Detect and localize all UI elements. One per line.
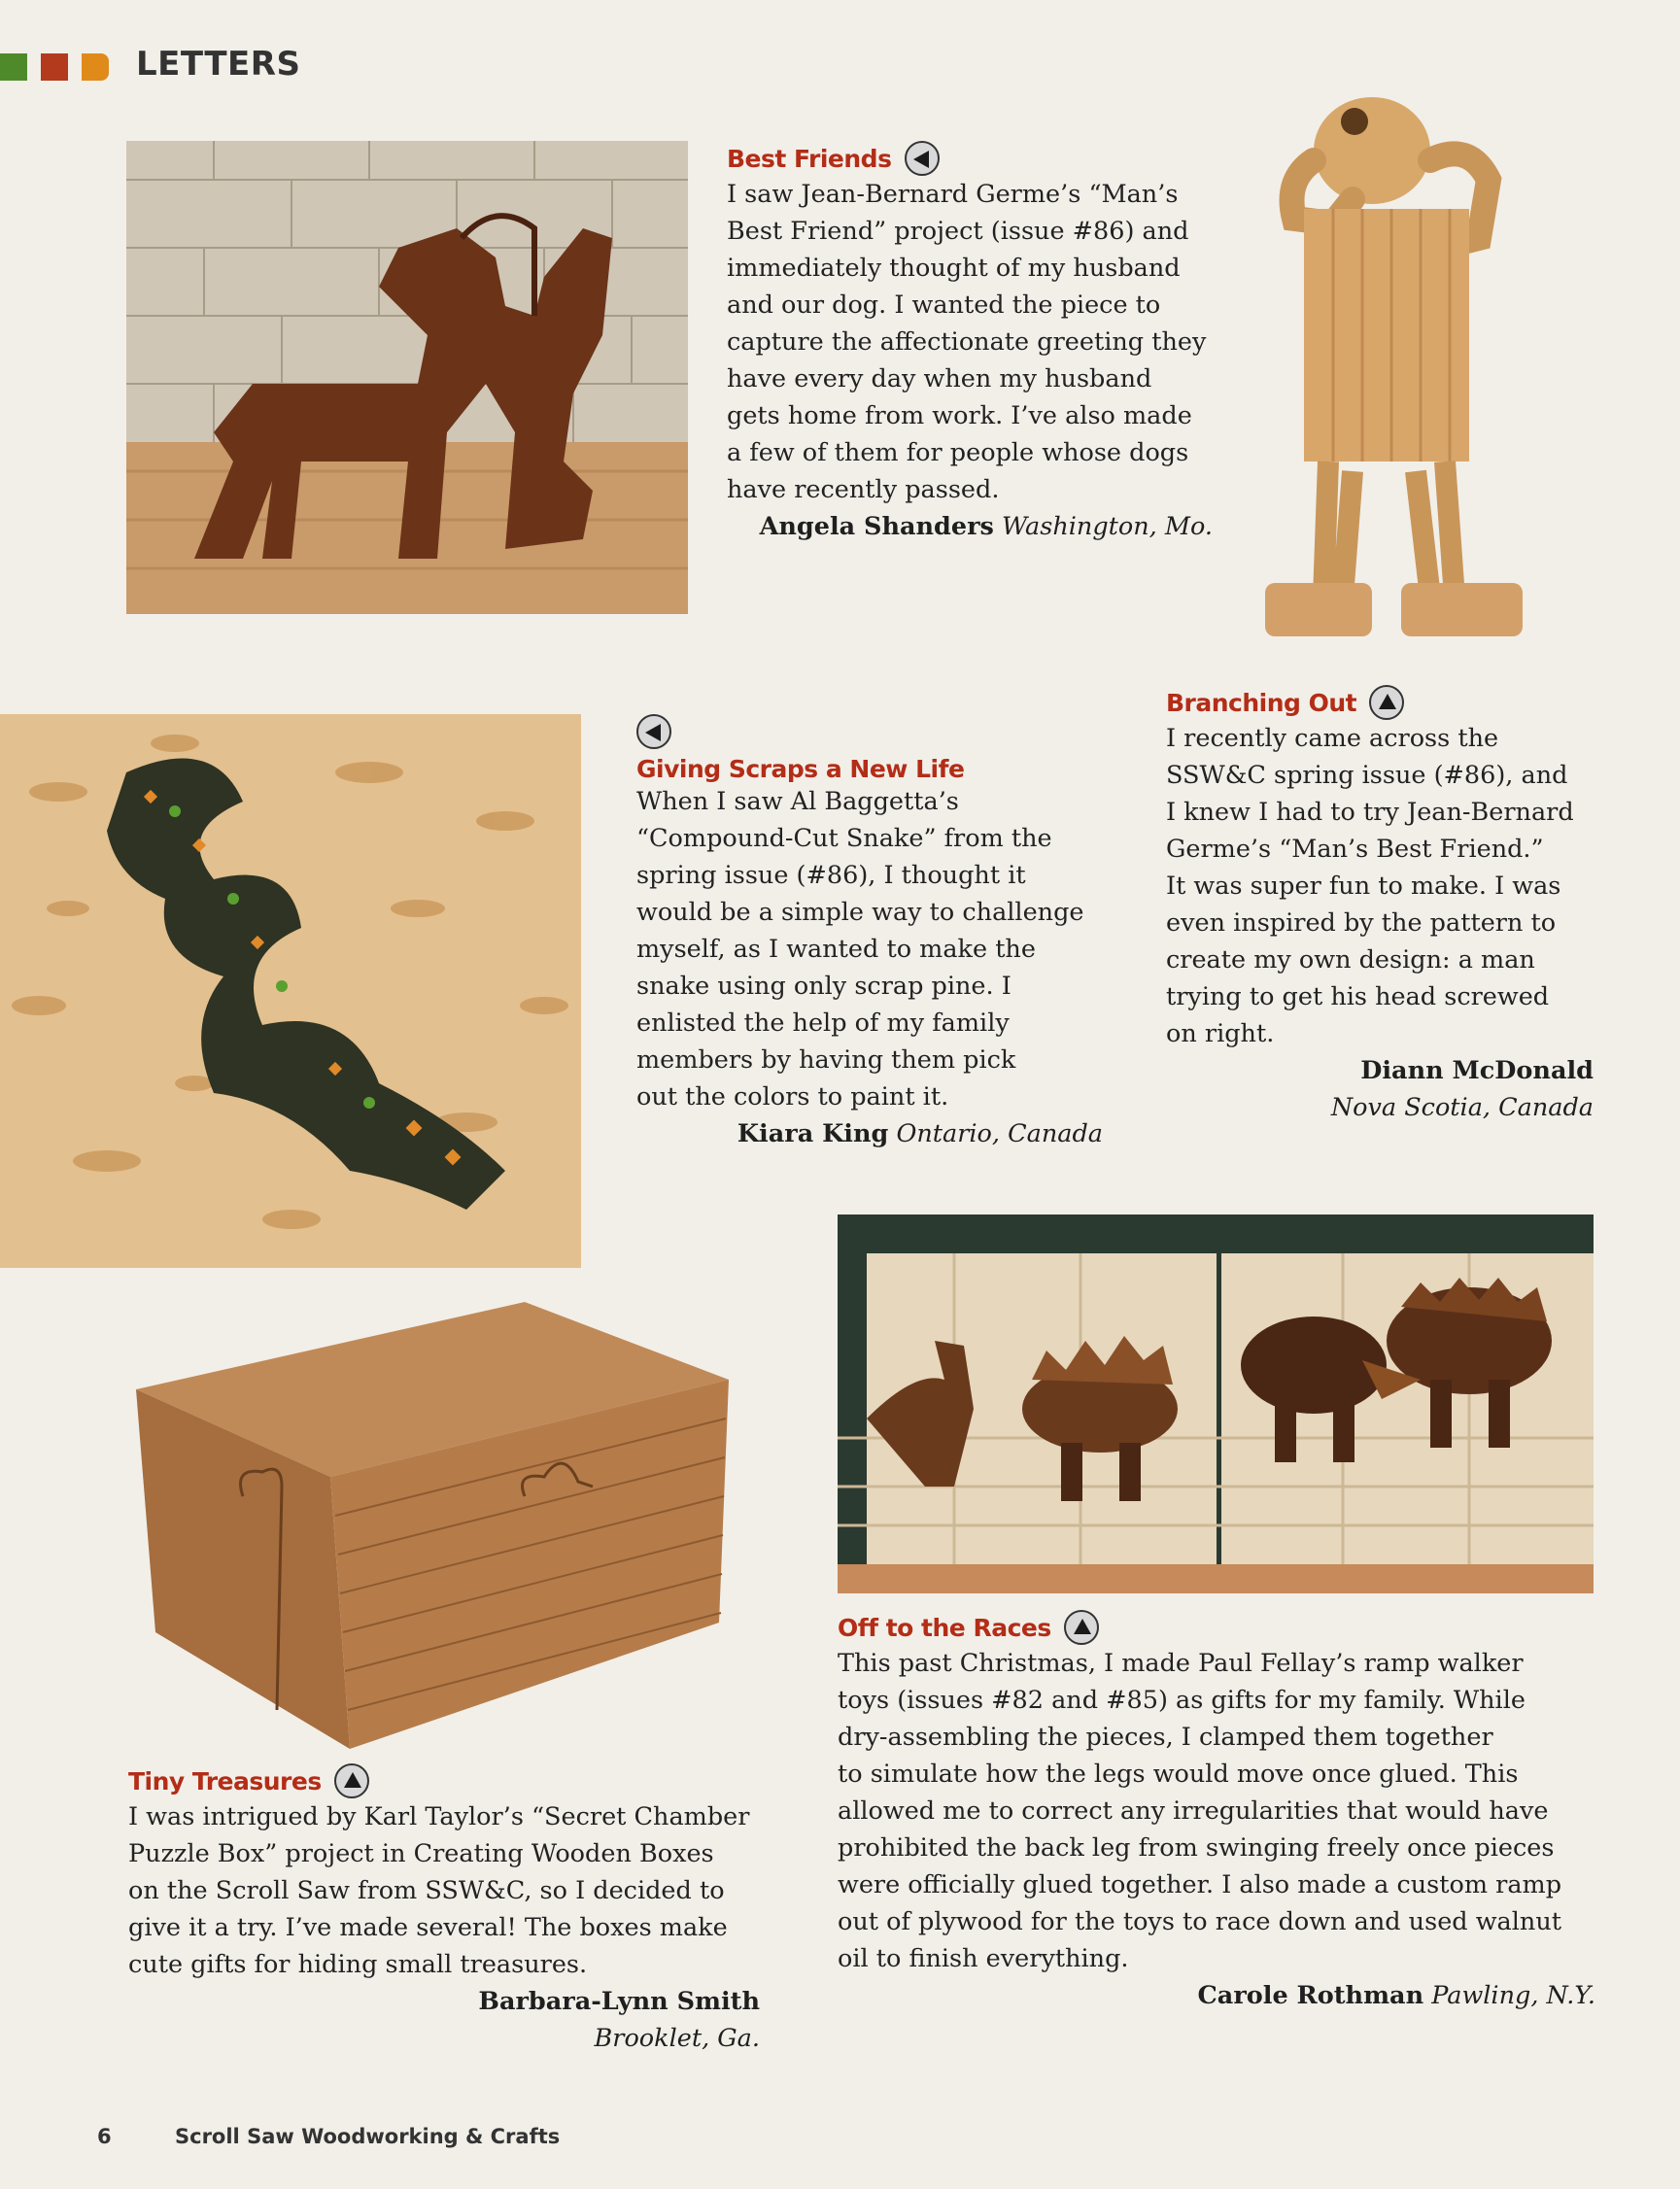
pointer-up-icon [334,1763,369,1798]
letter-signature [838,1977,1595,2014]
letter-title: Branching Out [1166,688,1357,717]
letter-best-friends [727,141,1232,545]
orange-square [82,53,109,81]
green-square [0,53,27,81]
letter-signature [636,1115,1103,1152]
author-location: Pawling, N.Y. [1431,1981,1595,2010]
photo-ramp-walker-toys [838,1214,1594,1593]
pointer-up-icon [1064,1610,1099,1645]
author-location: Nova Scotia, Canada [1330,1093,1594,1122]
letter-title: Best Friends [727,144,892,173]
letter-body: I recently came across the SSW&C spring issue (#86), and I knew I had to try Jean-Bernard Germe’s “Man’s Best Friend.” It was super fun to make. I was even inspired by the pattern to create my own design: a man trying to get his head screwed on right. [1166,724,1574,1048]
letter-title: Off to the Races [838,1613,1051,1642]
photo-compound-cut-snake [0,714,581,1268]
letter-body: I was intrigued by Karl Taylor’s “Secret Chamber Puzzle Box” project in Creating Wooden Boxes on the Scroll Saw from SSW&C, so I decided to give it a try. I’ve made several! The boxes make cute gifts for hiding small treasures. [128,1802,750,1979]
pointer-left-icon [636,714,671,749]
author-location: Washington, Mo. [1002,512,1213,541]
letter-signature [727,508,1213,545]
author-name: Barbara-Lynn Smith [478,1987,760,2016]
author-name: Diann McDonald [1360,1056,1594,1085]
photo-puzzle-box [136,1302,729,1749]
page-number: 6 [97,2125,112,2148]
letter-signature [1166,1052,1594,1126]
pointer-left-icon [905,141,940,176]
magazine-name: Scroll Saw Woodworking & Crafts [175,2125,561,2148]
letter-title: Giving Scraps a New Life [636,755,965,783]
letter-tiny-treasures [128,1763,760,2057]
letter-signature [128,1983,760,2057]
author-name: Kiara King [737,1119,889,1148]
letter-branching-out [1166,685,1594,1126]
author-location: Brooklet, Ga. [594,2024,760,2053]
pointer-up-icon [1369,685,1404,720]
letter-off-to-the-races [838,1610,1595,2014]
letter-giving-scraps [636,714,1142,1152]
red-square [41,53,68,81]
letter-body: This past Christmas, I made Paul Fellay’s ramp walker toys (issues #82 and #85) as gifts for my family. While dry-assembling the pieces, I clamped them together to simulate how the legs would move once glued. This allowed me to correct any irregularities that would have prohibited the back leg from swinging freely once pieces were officially glued together. I also made a custom ramp out of plywood for the toys to race down and used walnut oil to finish everything. [838,1649,1562,1973]
letter-body: When I saw Al Baggetta’s “Compound-Cut Snake” from the spring issue (#86), I thought it would be a simple way to challenge myself, as I wanted to make the snake using only scrap pine. I enlisted the help of my family members by having them pick out the colors to paint it. [636,787,1084,1112]
author-name: Carole Rothman [1197,1981,1424,2010]
photo-man-head-screwed [1246,53,1586,666]
letter-body: I saw Jean-Bernard Germe’s “Man’s Best Friend” project (issue #86) and immediately thought of my husband and our dog. I wanted the piece to capture the affectionate greeting they have every day when my husband gets home from work. I’ve also made a few of them for people whose dogs have recently passed. [727,180,1207,504]
letter-title: Tiny Treasures [128,1766,322,1796]
photo-man-dog-sculpture [126,141,688,614]
author-name: Angela Shanders [759,512,994,541]
section-label: LETTERS [136,45,301,84]
author-location: Ontario, Canada [896,1119,1103,1148]
